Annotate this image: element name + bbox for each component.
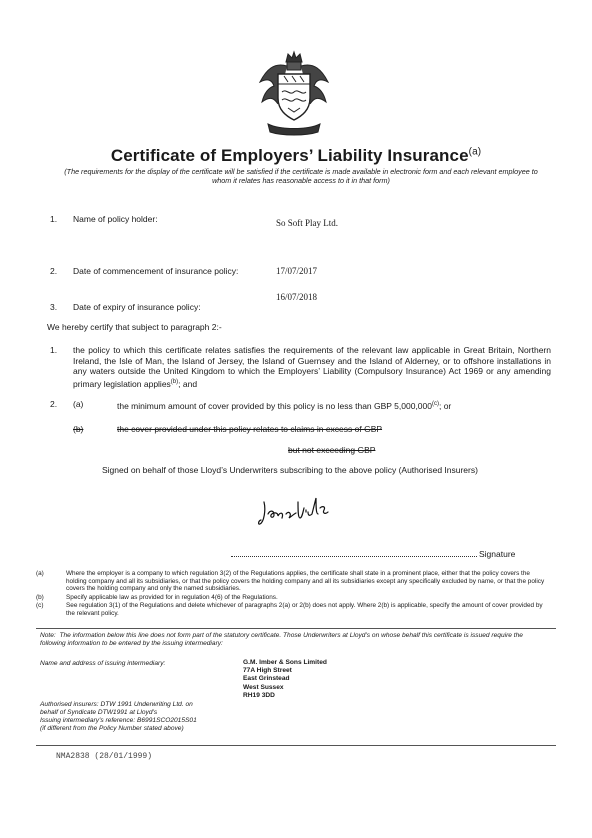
para-1-number: 1. [50, 345, 58, 355]
para-2a-end: ; or [438, 400, 452, 411]
intermediary-line: 77A High Street [243, 667, 292, 675]
intermediary-line: RH19 3DD [243, 691, 275, 699]
authorised-insurers-block [40, 701, 197, 733]
bottom-divider [36, 745, 556, 746]
note-label: Note: [40, 632, 56, 639]
item-2-label: Date of commencement of insurance policy: [73, 266, 239, 276]
footnote-a-mark: (a) [36, 570, 44, 577]
para-1-text [73, 345, 551, 389]
title-text: Certificate of Employers’ Liability Insurance [110, 146, 469, 165]
para-1-footnote-mark: (b) [170, 378, 179, 385]
policy-holder-value: So Soft Play Ltd. [276, 218, 339, 228]
para-1-end: ; and [178, 378, 198, 389]
intermediary-line: G.M. Imber & Sons Limited [243, 659, 327, 666]
signature-line [231, 556, 477, 557]
authorised-line: (if different from the Policy Number stated above) [40, 725, 184, 732]
footnote-b-text: Specify applicable law as provided for in regulation 4(6) of the Regulations. [66, 594, 278, 601]
para-2b-continuation: but not exceeding GBP [288, 445, 376, 455]
form-reference: NMA2838 (28/01/1999) [56, 752, 153, 761]
handwritten-signature [256, 488, 336, 532]
intermediary-address [243, 659, 327, 700]
authorised-line: behalf of Syndicate DTW1991 at Lloyd’s [40, 709, 158, 716]
signature-label: Signature [479, 549, 516, 559]
para-2a-text [117, 399, 451, 411]
footnote-c-mark: (c) [36, 602, 44, 609]
authorised-line: Authorised insurers: DTW 1991 Underwriting Ltd. on [40, 701, 193, 708]
commencement-date-value: 17/07/2017 [276, 266, 318, 276]
item-1-number: 1. [50, 214, 58, 224]
certificate-subtitle: (The requirements for the display of the certificate will be satisfied if the certificate is made available in electronic form and each relevant employee to whom it relates has reasonable access to it in that form) [64, 167, 538, 185]
item-2-number: 2. [50, 266, 58, 276]
note-block [40, 632, 550, 648]
intermediary-line: East Grinstead [243, 675, 290, 683]
para-2a-label: (a) [73, 399, 84, 409]
footnote-c-text: See regulation 3(1) of the Regulations and delete whichever of paragraphs 2(a) or 2(b) does not apply. Where 2(b) is applicable, specify the amount of cover provided by the relevant policy. [66, 602, 543, 617]
certificate-title [0, 146, 592, 166]
para-2a-body: the minimum amount of cover provided by this policy is no less than GBP 5,000,000 [117, 400, 432, 411]
para-1-body: the policy to which this certificate relates satisfies the requirements of the relevant law applicable in Great Britain, Northern Ireland, the Isle of Man, the Island of Jersey, the Island of Guernsey and the Island of Alderney, or to offshore installations in any waters outside the United Kingdom to which the Employers’ Liability (Compulsory Insurance) Act 1969 or any amending primary legislation applies [73, 345, 551, 389]
intermediary-line: West Sussex [243, 683, 284, 691]
intermediary-label: Name and address of issuing intermediary: [40, 660, 166, 667]
expiry-date-value: 16/07/2018 [276, 292, 318, 302]
title-footnote-mark: (a) [468, 146, 482, 158]
footnote-b-mark: (b) [36, 594, 44, 601]
para-2-number: 2. [50, 399, 58, 409]
signed-on-behalf-text: Signed on behalf of those Lloyd’s Underwriters subscribing to the above policy (Authorised Insurers) [102, 465, 478, 475]
para-2b-text: the cover provided under this policy relates to claims in excess of GBP [117, 424, 383, 434]
statutory-divider [36, 628, 556, 629]
item-3-label: Date of expiry of insurance policy: [73, 302, 201, 312]
note-text: The information below this line does not form part of the statutory certificate. Those Underwriters at Lloyd’s on whose behalf this certificate is issued require the following information to be entered by the issuing intermediary: [40, 632, 523, 647]
certify-statement: We hereby certify that subject to paragraph 2:- [47, 322, 222, 332]
footnote-a-text: Where the employer is a company to which regulation 3(2) of the Regulations applies, the certificate shall state in a prominent place, either that the policy covers the holding company and all its subsidiaries, or that the policy covers the holding company and all its subsidiaries except any specifically excluded by name, or that the policy covers the holding company and only the named subsidiaries. [66, 570, 545, 593]
authorised-line: Issuing intermediary’s reference: B6991SCO2015S01 [40, 717, 197, 724]
item-3-number: 3. [50, 302, 58, 312]
item-1-label: Name of policy holder: [73, 214, 158, 224]
lloyds-crest-logo [254, 48, 334, 138]
para-2a-footnote-mark: (c) [431, 401, 439, 407]
para-2b-label: (b) [73, 424, 84, 434]
